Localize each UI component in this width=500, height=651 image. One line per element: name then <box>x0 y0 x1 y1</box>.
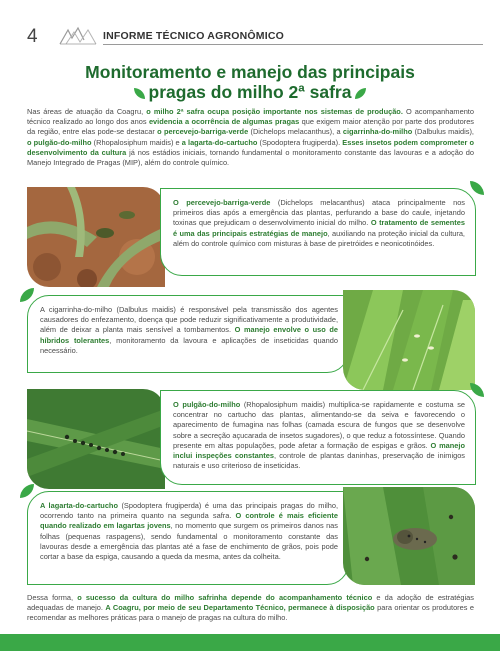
article-title <box>0 62 500 102</box>
leaf-icon <box>470 383 484 397</box>
intro-paragraph: Nas áreas de atuação da Coagru, o milho 2ª safra ocupa posição importante nos sistemas de produção. O acompanhamento técnico realizado ao longo dos anos evidencia a ocorrência de algumas pragas que exigem maior atenção por parte dos produtores da região, entre elas pode-se destacar o percevejo-barriga-verde (Dichelops melacanthus), a cigarrinha-do-milho (Dalbulus maidis), o pulgão-do-milho (Rhopalosiphum maidis) e a lagarta-do-cartucho (Spodoptera frugiperda). Esses insetos podem comprometer o desenvolvimento da cultura já nos estádios iniciais, tornando fundamental o monitoramento constante das lavouras e a adoção do Manejo Integrado de Pragas (MIP), além do controle químico. <box>27 107 475 168</box>
article-title-line2-row <box>0 82 500 102</box>
closing-paragraph: Dessa forma, o sucesso da cultura do milho safrinha depende do acompanhamento técnico e da adoção de estratégias adequadas de manejo. A Coagru, por meio de seu Departamento Técnico, permanece à disposição para orientar os produtores e recomendar as melhores práticas para o manejo de pragas na cultura do milho. <box>27 593 474 623</box>
pulgao-text: O pulgão-do-milho (Rhopalosiphum maidis) multiplica-se rapidamente e costuma se concentrar no cartucho das plantas, alimentando-se da seiva e favorecendo o aparecimento de fumagina nas folhas (camada escura de fungos que se desenvolve sobre a secreção açucarada de insetos sugadores), o que reduz a fotossíntese. Quando presente em altas populações, pode afetar a formação de espigas e grãos. O manejo inclui inspeções constantes, controle de plantas daninhas, preservação de inimigos naturais e uso criterioso de inseticidas. <box>173 400 466 471</box>
cigarrinha-photo <box>343 290 475 390</box>
header-title: INFORME TÉCNICO AGRONÔMICO <box>103 30 284 42</box>
coagru-logo-icon <box>58 26 98 46</box>
cigarrinha-text: A cigarrinha-do-milho (Dalbulus maidis) é responsável pela transmissão dos agentes causadores do enfezamento, doença que pode reduzir significativamente a produtividade, além de deixar a planta mais sensível a tombamentos. O manejo envolve o uso de híbridos tolerantes, monitoramento da lavoura e aplicações de inseticidas quando necessário. <box>40 305 338 355</box>
pulgao-card <box>160 390 476 485</box>
lagarta-text: A lagarta-do-cartucho (Spodoptera frugiperda) é uma das principais pragas do milho, ocorrendo tanto na primeira quanto na segunda safra. O controle é mais eficiente quando realizado em lagartas jovens, no momento que surgem os primeiros danos nas folhas (pequenas raspagens), sendo fundamental o monitoramento constante das lavouras desde a emergência das plantas até a fase de enchimento de grãos, pois pode cortar a base da espiga, causando a queda da mesma, antes da colheita. <box>40 501 339 562</box>
percevejo-text: O percevejo-barriga-verde (Dichelops melacanthus) ataca principalmente nos primeiros dias após a emergência das plantas, perfurando a base do caule, injetando toxinas que prejudicam o desenvolvimento inicial do milho. O tratamento de sementes é uma das principais estratégias de manejo, auxiliando na proteção inicial da cultura, além do controle químico com misturas à base de piretróides e neonicotinóides. <box>173 198 466 248</box>
leaf-icon <box>355 88 366 99</box>
leaf-icon <box>20 288 34 302</box>
article-title-line2: pragas do milho 2ª safra <box>148 82 352 102</box>
leaf-icon <box>134 88 145 99</box>
pulgao-photo <box>27 389 165 489</box>
lagarta-card <box>27 491 349 585</box>
page-number: 4 <box>27 26 38 47</box>
footer-bar <box>0 634 500 651</box>
percevejo-card <box>160 188 476 276</box>
article-title-line1: Monitoramento e manejo das principais <box>85 62 415 82</box>
lagarta-photo <box>343 487 475 585</box>
leaf-icon <box>470 181 484 195</box>
percevejo-photo <box>27 187 165 287</box>
header-divider <box>103 44 483 45</box>
cigarrinha-card <box>27 295 349 373</box>
leaf-icon <box>20 484 34 498</box>
page-header <box>0 0 500 50</box>
